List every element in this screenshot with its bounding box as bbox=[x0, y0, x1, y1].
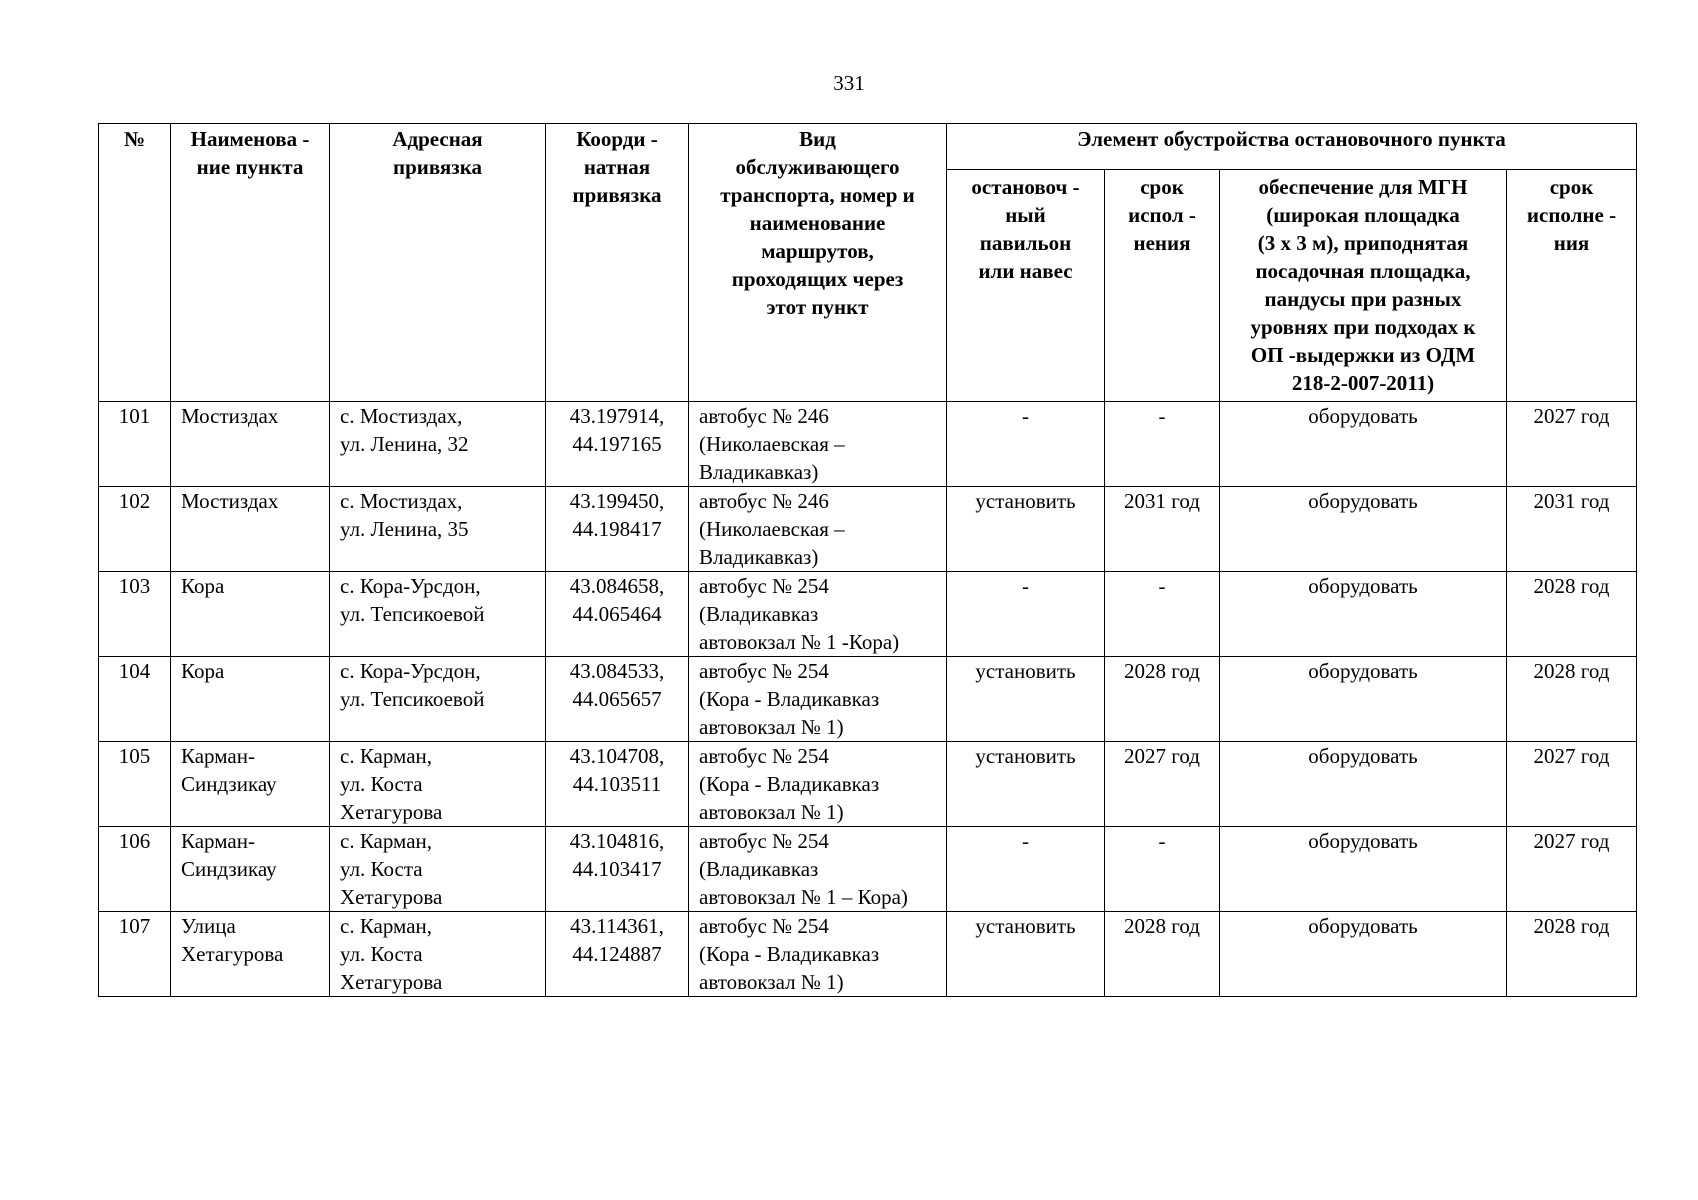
table-row bbox=[99, 912, 1637, 997]
text-line: 44.124887 bbox=[572, 942, 662, 966]
text-line: ние пункта bbox=[196, 155, 304, 179]
cell-address bbox=[330, 827, 546, 912]
text-line: Хетагурова bbox=[181, 942, 284, 966]
text-line: Вид bbox=[799, 127, 836, 151]
text-line: ул. Коста bbox=[340, 942, 423, 966]
cell-coordinates bbox=[546, 827, 689, 912]
cell-mgn-term: 2028 год bbox=[1507, 912, 1637, 997]
text-line: автовокзал № 1) bbox=[699, 715, 844, 739]
cell-coordinates bbox=[546, 402, 689, 487]
col-header-address bbox=[330, 124, 546, 402]
cell-coordinates bbox=[546, 487, 689, 572]
text-line: 43.104708, bbox=[569, 744, 665, 768]
cell-address bbox=[330, 402, 546, 487]
text-line: автовокзал № 1 – Кора) bbox=[699, 885, 908, 909]
text-line: испол - bbox=[1128, 203, 1196, 227]
cell-mgn-term: 2027 год bbox=[1507, 402, 1637, 487]
text-line: Хетагурова bbox=[340, 800, 443, 824]
text-line: этот пункт bbox=[766, 295, 869, 319]
page-number: 331 bbox=[833, 71, 865, 95]
text-line: Улица bbox=[181, 914, 236, 938]
text-line: Карман- bbox=[181, 829, 255, 853]
text-line: 43.197914, bbox=[569, 404, 665, 428]
table-row bbox=[99, 827, 1637, 912]
text-line: (Кора - Владикавказ bbox=[699, 772, 880, 796]
text-line: исполне - bbox=[1526, 203, 1617, 227]
text-line: (Владикавказ bbox=[699, 602, 819, 626]
col-header-coords bbox=[546, 124, 689, 402]
cell-mgn: оборудовать bbox=[1220, 487, 1507, 572]
text-line: с. Карман, bbox=[340, 829, 433, 853]
cell-stop-name bbox=[171, 402, 330, 487]
text-line: Мостиздах bbox=[181, 489, 279, 513]
cell-number: 102 bbox=[99, 487, 171, 572]
text-line: привязка bbox=[392, 155, 483, 179]
text-line: автобус № 254 bbox=[699, 574, 829, 598]
text-line: автобус № 254 bbox=[699, 659, 829, 683]
text-line: автобус № 254 bbox=[699, 914, 829, 938]
text-line: посадочная площадка, bbox=[1255, 259, 1471, 283]
text-line: (Николаевская – bbox=[699, 517, 845, 541]
text-line: ный bbox=[1005, 203, 1046, 227]
cell-pavilion-term: - bbox=[1105, 402, 1220, 487]
text-line: ул. Тепсикоевой bbox=[340, 602, 485, 626]
text-line: (Владикавказ bbox=[699, 857, 819, 881]
table-row bbox=[99, 742, 1637, 827]
cell-number: 103 bbox=[99, 572, 171, 657]
text-line: автовокзал № 1) bbox=[699, 800, 844, 824]
text-line: ОП -выдержки из ОДМ bbox=[1250, 343, 1476, 367]
text-line: Наименова - bbox=[190, 127, 310, 151]
cell-stop-name bbox=[171, 742, 330, 827]
text-line: (широкая площадка bbox=[1266, 203, 1460, 227]
cell-pavilion: - bbox=[947, 402, 1105, 487]
cell-mgn: оборудовать bbox=[1220, 827, 1507, 912]
bus-stops-table bbox=[98, 123, 1637, 997]
cell-pavilion: установить bbox=[947, 487, 1105, 572]
text-line: Мостиздах bbox=[181, 404, 279, 428]
cell-coordinates bbox=[546, 572, 689, 657]
text-line: Адресная bbox=[392, 127, 483, 151]
text-line: 44.198417 bbox=[572, 517, 662, 541]
col-header-pavilion bbox=[947, 170, 1105, 402]
text-line: 43.114361, bbox=[570, 914, 664, 938]
text-line: автобус № 246 bbox=[699, 489, 829, 513]
text-line: Кора bbox=[181, 659, 225, 683]
text-line: срок bbox=[1140, 175, 1184, 199]
text-line: Владикавказ) bbox=[699, 460, 819, 484]
cell-address bbox=[330, 657, 546, 742]
text-line: Хетагурова bbox=[340, 885, 443, 909]
cell-route bbox=[689, 402, 947, 487]
cell-coordinates bbox=[546, 912, 689, 997]
cell-stop-name bbox=[171, 487, 330, 572]
text-line: обеспечение для МГН bbox=[1258, 175, 1468, 199]
cell-number: 101 bbox=[99, 402, 171, 487]
col-header-group-equipment: Элемент обустройства остановочного пункта bbox=[947, 124, 1637, 170]
text-line: ул. Тепсикоевой bbox=[340, 687, 485, 711]
text-line: Синдзикау bbox=[181, 772, 277, 796]
table-row bbox=[99, 657, 1637, 742]
text-line: ул. Ленина, 32 bbox=[340, 432, 469, 456]
text-line: (Кора - Владикавказ bbox=[699, 687, 880, 711]
cell-pavilion-term: - bbox=[1105, 572, 1220, 657]
text-line: транспорта, номер и bbox=[720, 183, 915, 207]
text-line: с. Карман, bbox=[340, 914, 433, 938]
cell-pavilion-term: - bbox=[1105, 827, 1220, 912]
cell-mgn-term: 2027 год bbox=[1507, 742, 1637, 827]
cell-address bbox=[330, 572, 546, 657]
cell-pavilion: установить bbox=[947, 742, 1105, 827]
table-row bbox=[99, 572, 1637, 657]
text-line: Владикавказ) bbox=[699, 545, 819, 569]
cell-pavilion-term: 2028 год bbox=[1105, 657, 1220, 742]
cell-stop-name bbox=[171, 827, 330, 912]
col-header-term-mgn bbox=[1507, 170, 1637, 402]
text-line: с. Кора-Урсдон, bbox=[340, 574, 481, 598]
text-line: автовокзал № 1 -Кора) bbox=[699, 630, 900, 654]
text-line: 44.065464 bbox=[572, 602, 662, 626]
text-line: Коорди - bbox=[576, 127, 658, 151]
cell-coordinates bbox=[546, 657, 689, 742]
cell-coordinates bbox=[546, 742, 689, 827]
text-line: с. Карман, bbox=[340, 744, 433, 768]
cell-mgn-term: 2028 год bbox=[1507, 572, 1637, 657]
cell-mgn-term: 2031 год bbox=[1507, 487, 1637, 572]
text-line: срок bbox=[1549, 175, 1594, 199]
text-line: нения bbox=[1133, 231, 1191, 255]
cell-mgn-term: 2028 год bbox=[1507, 657, 1637, 742]
col-header-name bbox=[171, 124, 330, 402]
col-header-num: № bbox=[99, 124, 171, 402]
cell-number: 107 bbox=[99, 912, 171, 997]
cell-mgn: оборудовать bbox=[1220, 572, 1507, 657]
text-line: ул. Коста bbox=[340, 772, 423, 796]
text-line: привязка bbox=[572, 183, 662, 207]
cell-pavilion: установить bbox=[947, 912, 1105, 997]
cell-route bbox=[689, 487, 947, 572]
cell-address bbox=[330, 912, 546, 997]
cell-pavilion-term: 2028 год bbox=[1105, 912, 1220, 997]
text-line: остановоч - bbox=[971, 175, 1080, 199]
text-line: Кора bbox=[181, 574, 225, 598]
cell-route bbox=[689, 657, 947, 742]
text-line: 44.197165 bbox=[572, 432, 662, 456]
text-line: автобус № 254 bbox=[699, 829, 829, 853]
text-line: 43.199450, bbox=[569, 489, 665, 513]
col-header-term-pavilion bbox=[1105, 170, 1220, 402]
text-line: или навес bbox=[978, 259, 1073, 283]
text-line: автобус № 246 bbox=[699, 404, 829, 428]
text-line: ния bbox=[1553, 231, 1590, 255]
cell-number: 106 bbox=[99, 827, 171, 912]
text-line: ул. Коста bbox=[340, 857, 423, 881]
text-line: 44.065657 bbox=[572, 687, 662, 711]
text-line: уровнях при подходах к bbox=[1250, 315, 1476, 339]
text-line: с. Мостиздах, bbox=[340, 404, 463, 428]
header-row-main bbox=[99, 124, 1637, 170]
col-header-mgn bbox=[1220, 170, 1507, 402]
cell-mgn: оборудовать bbox=[1220, 402, 1507, 487]
table-body bbox=[99, 402, 1637, 997]
text-line: 218-2-007-2011) bbox=[1291, 371, 1435, 395]
text-line: Карман- bbox=[181, 744, 255, 768]
table-row bbox=[99, 402, 1637, 487]
cell-pavilion: - bbox=[947, 572, 1105, 657]
cell-route bbox=[689, 827, 947, 912]
cell-pavilion: - bbox=[947, 827, 1105, 912]
text-line: 44.103511 bbox=[572, 772, 662, 796]
cell-route bbox=[689, 572, 947, 657]
text-line: наименование bbox=[749, 211, 886, 235]
cell-stop-name bbox=[171, 572, 330, 657]
text-line: (Николаевская – bbox=[699, 432, 845, 456]
cell-number: 105 bbox=[99, 742, 171, 827]
text-line: маршрутов, bbox=[761, 239, 874, 263]
cell-mgn-term: 2027 год bbox=[1507, 827, 1637, 912]
text-line: (Кора - Владикавказ bbox=[699, 942, 880, 966]
text-line: обслуживающего bbox=[735, 155, 900, 179]
cell-stop-name bbox=[171, 657, 330, 742]
text-line: с. Кора-Урсдон, bbox=[340, 659, 481, 683]
text-line: пандусы при разных bbox=[1264, 287, 1462, 311]
text-line: Хетагурова bbox=[340, 970, 443, 994]
cell-route bbox=[689, 742, 947, 827]
cell-route bbox=[689, 912, 947, 997]
text-line: (3 х 3 м), приподнятая bbox=[1257, 231, 1469, 255]
cell-address bbox=[330, 487, 546, 572]
text-line: 44.103417 bbox=[572, 857, 662, 881]
text-line: натная bbox=[583, 155, 651, 179]
cell-number: 104 bbox=[99, 657, 171, 742]
text-line: с. Мостиздах, bbox=[340, 489, 463, 513]
cell-mgn: оборудовать bbox=[1220, 912, 1507, 997]
text-line: 43.104816, bbox=[569, 829, 665, 853]
cell-stop-name bbox=[171, 912, 330, 997]
text-line: автобус № 254 bbox=[699, 744, 829, 768]
text-line: автовокзал № 1) bbox=[699, 970, 844, 994]
text-line: 43.084533, bbox=[569, 659, 665, 683]
cell-pavilion: установить bbox=[947, 657, 1105, 742]
cell-pavilion-term: 2031 год bbox=[1105, 487, 1220, 572]
cell-pavilion-term: 2027 год bbox=[1105, 742, 1220, 827]
text-line: 43.084658, bbox=[569, 574, 665, 598]
text-line: ул. Ленина, 35 bbox=[340, 517, 469, 541]
col-header-transport bbox=[689, 124, 947, 402]
table-row bbox=[99, 487, 1637, 572]
cell-mgn: оборудовать bbox=[1220, 742, 1507, 827]
text-line: Синдзикау bbox=[181, 857, 277, 881]
text-line: павильон bbox=[979, 231, 1072, 255]
text-line: проходящих через bbox=[731, 267, 904, 291]
cell-mgn: оборудовать bbox=[1220, 657, 1507, 742]
cell-address bbox=[330, 742, 546, 827]
